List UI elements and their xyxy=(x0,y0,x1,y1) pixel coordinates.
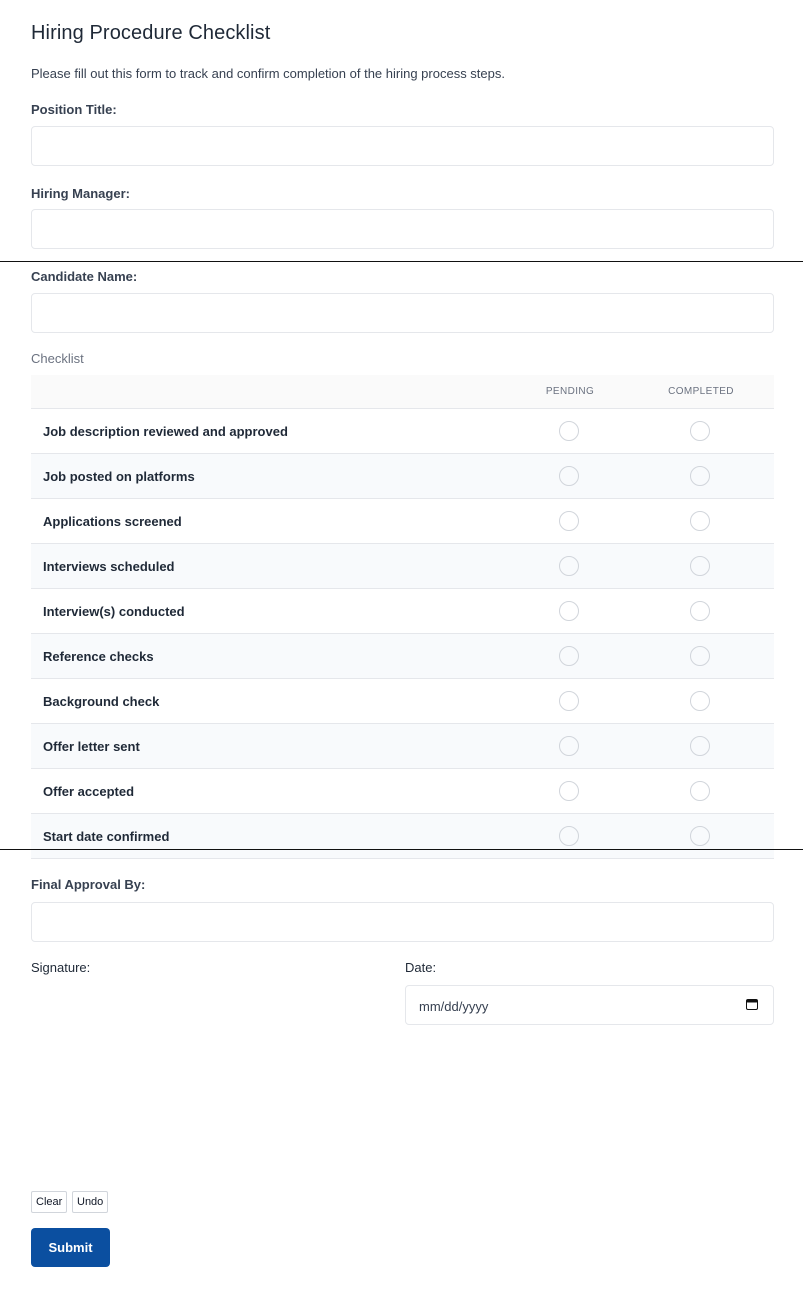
checklist-row xyxy=(31,454,774,499)
completed-radio[interactable] xyxy=(690,511,710,531)
pending-radio[interactable] xyxy=(559,736,579,756)
column-header-pending: PENDING xyxy=(545,386,595,397)
checklist-row xyxy=(31,814,774,859)
position-title-input[interactable] xyxy=(31,126,774,166)
pending-radio[interactable] xyxy=(559,421,579,441)
signature-label: Signature: xyxy=(31,960,91,975)
form-intro: Please fill out this form to track and confirm completion of the hiring process steps. xyxy=(31,66,505,81)
completed-radio[interactable] xyxy=(690,601,710,621)
pending-radio[interactable] xyxy=(559,556,579,576)
checklist-row xyxy=(31,634,774,679)
divider-line-bottom xyxy=(0,849,803,850)
checklist-section-label: Checklist xyxy=(31,351,84,366)
pending-radio[interactable] xyxy=(559,691,579,711)
checklist-row xyxy=(31,724,774,769)
pending-radio[interactable] xyxy=(559,826,579,846)
completed-radio[interactable] xyxy=(690,466,710,486)
page-title: Hiring Procedure Checklist xyxy=(31,22,271,44)
checklist-item-label: Background check xyxy=(43,694,160,709)
completed-radio[interactable] xyxy=(690,421,710,441)
hiring-manager-label: Hiring Manager: xyxy=(31,186,130,201)
date-label: Date: xyxy=(405,960,437,975)
completed-radio[interactable] xyxy=(690,826,710,846)
completed-radio[interactable] xyxy=(690,736,710,756)
date-input[interactable] xyxy=(405,985,774,1025)
completed-radio[interactable] xyxy=(690,781,710,801)
checklist-header-row xyxy=(31,375,774,409)
candidate-name-label: Candidate Name: xyxy=(31,269,138,284)
checklist-row xyxy=(31,544,774,589)
checklist-item-label: Offer accepted xyxy=(43,784,135,799)
calendar-icon[interactable] xyxy=(746,999,758,1010)
candidate-name-input[interactable] xyxy=(31,293,774,333)
completed-radio[interactable] xyxy=(690,646,710,666)
checklist-item-label: Start date confirmed xyxy=(43,829,170,844)
pending-radio[interactable] xyxy=(559,466,579,486)
pending-radio[interactable] xyxy=(559,601,579,621)
checklist-row xyxy=(31,409,774,454)
checklist-item-label: Job description reviewed and approved xyxy=(43,424,288,439)
submit-button[interactable]: Submit xyxy=(31,1228,110,1267)
checklist-item-label: Job posted on platforms xyxy=(43,469,195,484)
final-approval-label: Final Approval By: xyxy=(31,877,146,892)
checklist-table xyxy=(31,375,774,858)
completed-radio[interactable] xyxy=(690,556,710,576)
checklist-item-label: Interviews scheduled xyxy=(43,559,175,574)
checklist-item-label: Applications screened xyxy=(43,514,182,529)
position-title-label: Position Title: xyxy=(31,102,117,117)
checklist-row xyxy=(31,679,774,724)
completed-radio[interactable] xyxy=(690,691,710,711)
checklist-item-label: Interview(s) conducted xyxy=(43,604,185,619)
checklist-row xyxy=(31,769,774,814)
final-approval-input[interactable] xyxy=(31,902,774,942)
divider-line-top xyxy=(0,261,803,262)
checklist-row xyxy=(31,499,774,544)
column-header-completed: COMPLETED xyxy=(668,386,734,397)
hiring-manager-input[interactable] xyxy=(31,209,774,249)
checklist-item-label: Reference checks xyxy=(43,649,154,664)
undo-signature-button[interactable]: Undo xyxy=(72,1191,108,1213)
pending-radio[interactable] xyxy=(559,781,579,801)
checklist-item-label: Offer letter sent xyxy=(43,739,140,754)
pending-radio[interactable] xyxy=(559,646,579,666)
date-placeholder: mm/dd/yyyy xyxy=(419,999,489,1014)
checklist-row xyxy=(31,589,774,634)
clear-signature-button[interactable]: Clear xyxy=(31,1191,67,1213)
signature-pad[interactable] xyxy=(31,985,391,1175)
pending-radio[interactable] xyxy=(559,511,579,531)
